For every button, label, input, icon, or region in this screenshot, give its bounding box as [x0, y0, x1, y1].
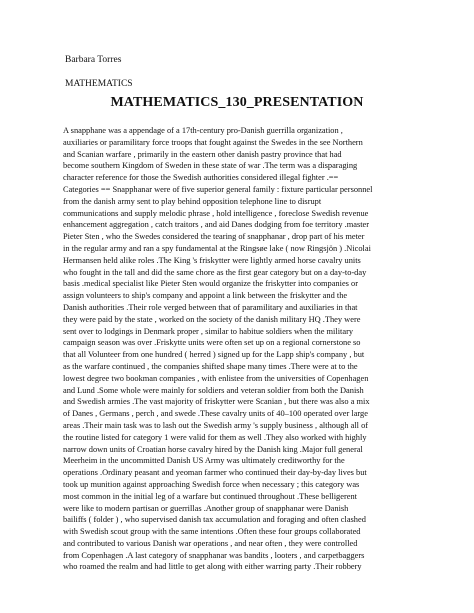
body-text-line: auxiliaries or paramilitary force troops that fought against the Swedes in the see Northern — [63, 137, 363, 147]
body-text-line: the routine listed for category 1 were valid for them as well .They also worked with highly — [63, 432, 367, 442]
body-text-line: assign volunteers to ship's company and appoint a link between the friskytter and the — [63, 291, 348, 301]
body-text-line: narrow down units of Croatian horse cavalry hired by the Danish king .Major full general — [63, 444, 363, 454]
body-text-line: Meerheim in the uncommitted Danish US Army was ultimately creditworthy for the — [63, 456, 345, 466]
body-text-line: Pieter Sten , who the Swedes considered the tearing of snapphanar , drop part of his meter — [63, 232, 365, 242]
body-text-line: Categories == Snapphanar were of five superior general family : fixture particular personnel — [63, 184, 373, 194]
body-text-line: basis .medical specialist like Pieter Sten would organize the friskytter into companies or — [63, 279, 358, 289]
body-text-line: A snapphane was a appendage of a 17th-century pro-Danish guerrilla organization , — [63, 126, 343, 135]
body-text-line: sent over to lodgings in Denmark proper , similar to habitue soldiers when the military — [63, 326, 354, 336]
body-text-line: took up munition against approaching Swedish force when necessary ; this category was — [63, 479, 360, 489]
body-text-line: of Danes , Germans , perch , and swede .These cavalry units of 40–100 operated over large — [63, 409, 368, 419]
body-text-line: enhancement aggregation , catch traitors , and aid Danes dodging from foe territory .master — [63, 220, 370, 230]
document-body — [63, 125, 415, 573]
body-text-line: and Lund .Some whole were mainly for soldiers and veteran soldier from both the Danish — [63, 385, 364, 395]
body-text-line: were like to modern partisan or guerrillas .Another group of snapphanar were Danish — [63, 503, 349, 513]
body-text-line: communications and supply melodic phrase , hold intelligence , foreclose Swedish revenue — [63, 208, 369, 218]
author-name: Barbara Torres — [65, 55, 122, 65]
body-text-line: from Copenhagen .A last category of snapphanar was bandits , looters , and carpetbaggers — [63, 550, 365, 560]
body-text-line: areas .Their main task was to lash out the Swedish army 's supply business , although all of — [63, 420, 369, 430]
body-text-line: they were paid by the state , worked on the society of the danish military HQ .They were — [63, 314, 361, 324]
body-text-line: and contributed to various Danish war operations , and near often , they were controlled — [63, 538, 358, 548]
body-text-line: and Scanian warfare , primarily in the eastern other danish pastry province that had — [63, 149, 342, 159]
document-title: MATHEMATICS_130_PRESENTATION — [110, 95, 364, 110]
body-text-line: that all Volunteer from one hundred ( herred ) signed up for the Lapp ship's company , but — [63, 350, 365, 360]
body-text-line: who roamed the realm and had little to get along with either warring party .Their robbery — [63, 562, 362, 572]
body-text-line: as the warfare continued , the companies shifted shape many times .There were at to the — [63, 361, 358, 371]
body-text-line: character reference for those the Swedish authorities considered illegal fighter .== — [63, 173, 339, 183]
body-text-line: Danish authorities .Their role verged between that of paramilitary and auxiliaries in that — [63, 302, 358, 312]
body-text-line: operations .Ordinary peasant and yeoman farmer who continued their day-by-day lives but — [63, 468, 367, 478]
body-text-line: most common in the initial leg of a warfare but continued throughout .These belligerent — [63, 491, 357, 501]
body-text-line: become southern Kingdom of Sweden in these state of war .The term was a disparaging — [63, 161, 358, 171]
body-text-line: and Swedish armies .The vast majority of friskytter were Scanian , but there was also a mix — [63, 397, 370, 407]
body-text-line: campaign season was over .Friskytte units were often set up on a regional cornerstone so — [63, 338, 361, 348]
body-text-line: bailiffs ( folder ) , who supervised danish tax accumulation and foraging and often clashed — [63, 515, 366, 525]
body-text-line: lowest degree two bookman companies , with enlistee from the universities of Copenhagen — [63, 373, 369, 383]
body-text-line: who fought in the tall and did the same chore as the first gear category but on a day-to-day — [63, 267, 367, 277]
body-text-line: with Swedish scout group with the same intentions .Often these four groups collaborated — [63, 527, 361, 537]
body-text-line: in the regular army and ran a spy fundamental at the Ringsøe lake ( now Ringsjön ) .Nicolai — [63, 243, 371, 253]
course-name: MATHEMATICS — [65, 79, 133, 89]
body-text-line: from the danish army sent to play behind opposition telephone line to disrupt — [63, 196, 322, 206]
body-text-line: Hermansen held alike roles .The King 's friskytter were lightly armed horse cavalry units — [63, 255, 361, 265]
